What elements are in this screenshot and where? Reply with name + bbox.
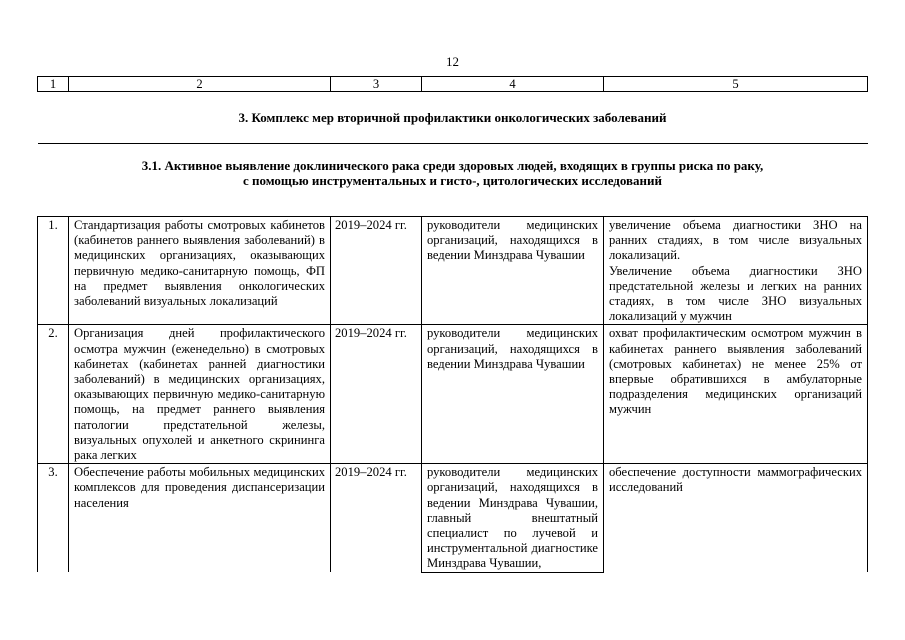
result-text: Увеличение объема диагностики ЗНО предстательной железы и легких на ранних стадиях, в том числе ЗНО визуальных локализаций у мужчин xyxy=(609,263,862,324)
subsection-title-line: 3.1. Активное выявление доклинического рака среди здоровых людей, входящих в группы риска по раку, xyxy=(141,158,764,173)
period-cell: 2019–2024 гг. xyxy=(331,325,422,464)
table-row xyxy=(38,325,868,464)
column-number: 1 xyxy=(38,77,69,92)
responsible-cell: руководители медицинских организаций, находящихся в ведении Минздрава Чувашии xyxy=(422,217,604,325)
table-row xyxy=(38,464,868,572)
column-number-row xyxy=(38,77,868,92)
result-text: увеличение объема диагностики ЗНО на ранних стадиях, в том числе визуальных локализаций. xyxy=(609,218,862,263)
subsection-heading-row xyxy=(38,144,868,217)
measure-cell: Стандартизация работы смотровых кабинетов (кабинетов раннего выявления заболеваний) в медицинских организациях, оказывающих первичную медико-санитарную помощь, ФП на предмет выявления онкологических заболеваний визуальных локализаций xyxy=(69,217,331,325)
section-heading-row xyxy=(38,92,868,144)
table-row xyxy=(38,217,868,325)
subsection-title-line: с помощью инструментальных и гисто-, цитологических исследований xyxy=(242,173,663,188)
column-number: 2 xyxy=(69,77,331,92)
page-number: 12 xyxy=(446,54,459,69)
responsible-cell: руководители медицинских организаций, находящихся в ведении Минздрава Чувашии, главный внештатный специалист по лучевой и инструментальной диагностике Минздрава Чувашии, xyxy=(422,464,604,572)
column-number: 3 xyxy=(331,77,422,92)
row-number: 3. xyxy=(38,464,69,572)
measures-table xyxy=(37,76,868,573)
measure-cell: Обеспечение работы мобильных медицинских комплексов для проведения диспансеризации населения xyxy=(69,464,331,572)
column-number: 5 xyxy=(604,77,868,92)
result-cell: охват профилактическим осмотром мужчин в кабинетах раннего выявления заболеваний (смотровых кабинетах) не менее 25% от впервые обратившихся в амбулаторные подразделения медицинских организаций мужчин xyxy=(604,325,868,464)
period-cell: 2019–2024 гг. xyxy=(331,217,422,325)
row-number: 2. xyxy=(38,325,69,464)
responsible-cell: руководители медицинских организаций, находящихся в ведении Минздрава Чувашии xyxy=(422,325,604,464)
period-cell: 2019–2024 гг. xyxy=(331,464,422,572)
measure-cell: Организация дней профилактического осмотра мужчин (еженедельно) в смотровых кабинетах (кабинетах ранней диагностики заболеваний) в медицинских организациях, оказывающих первичную медико-санитарную помощь, на предмет раннего выявления патологии предстательной железы, визуальных опухолей и анкетного скрининга рака легких xyxy=(69,325,331,464)
result-cell: обеспечение доступности маммографических исследований xyxy=(604,464,868,572)
column-number: 4 xyxy=(422,77,604,92)
section-title: 3. Комплекс мер вторичной профилактики онкологических заболеваний xyxy=(38,92,868,144)
result-cell xyxy=(604,217,868,325)
subsection-title xyxy=(38,144,868,217)
row-number: 1. xyxy=(38,217,69,325)
